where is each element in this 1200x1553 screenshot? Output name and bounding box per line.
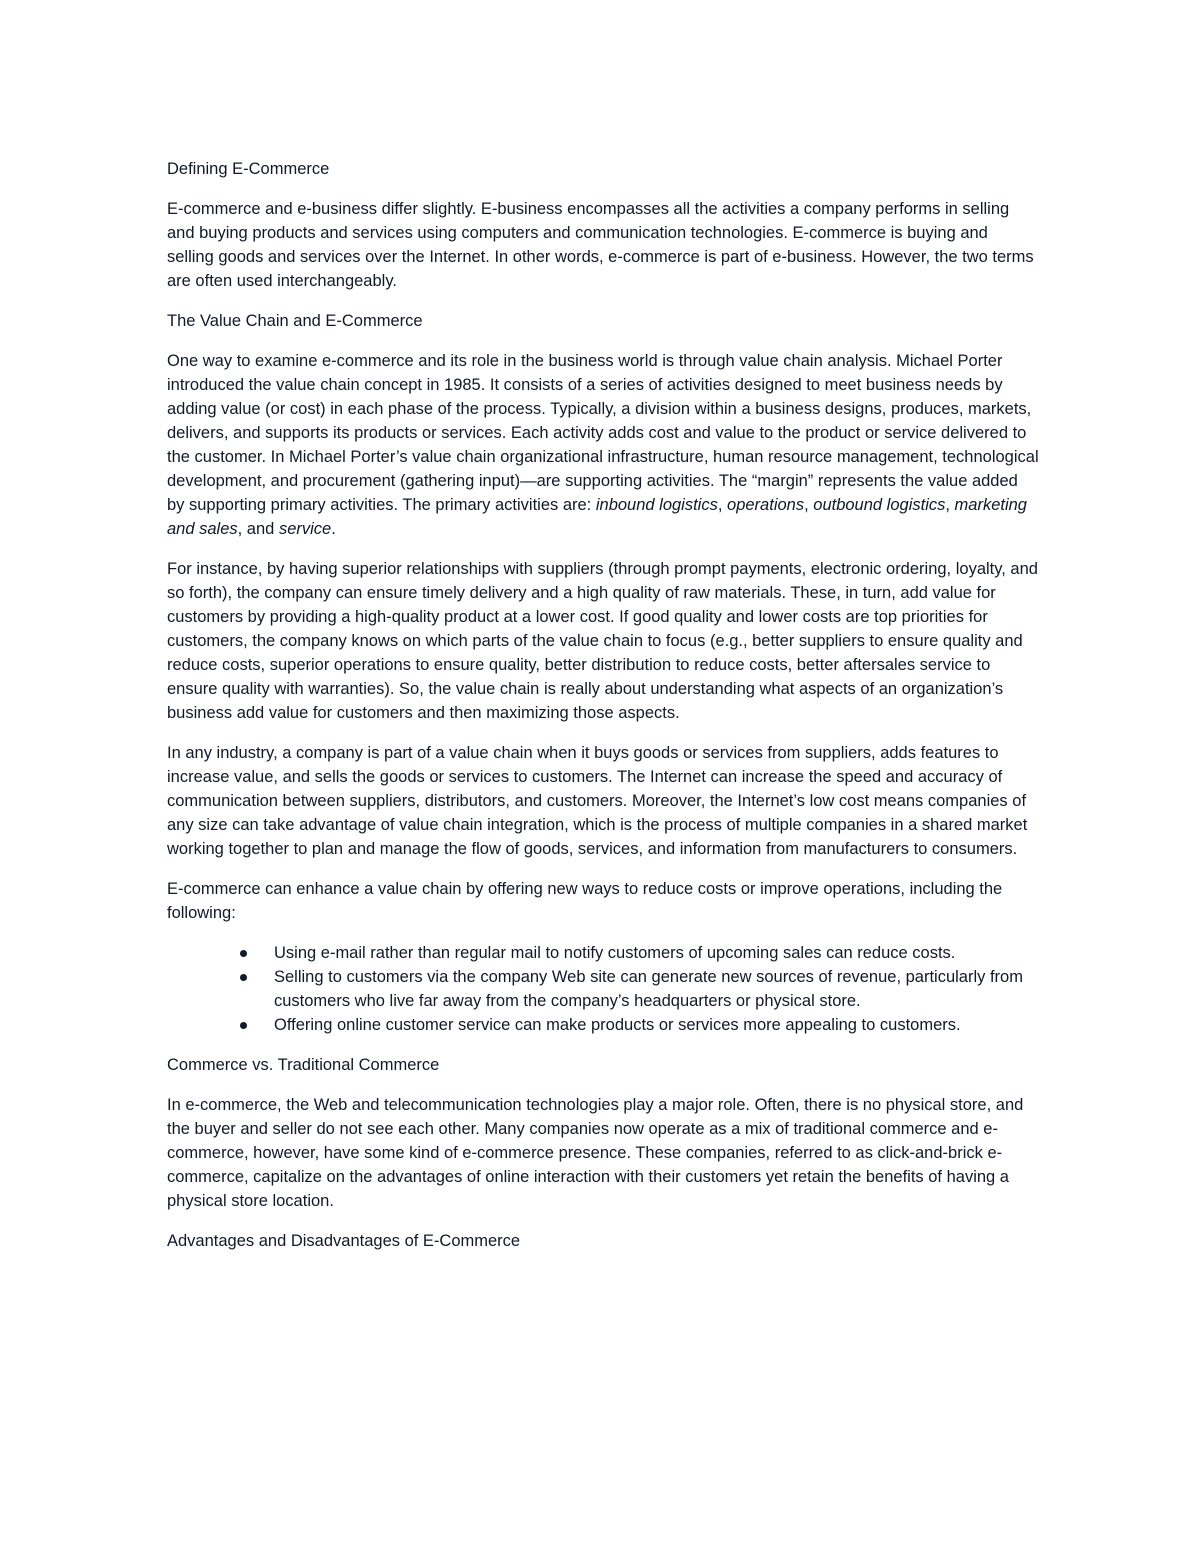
- section-heading-advantages-disadvantages: Advantages and Disadvantages of E-Commerce: [167, 1232, 521, 1250]
- list-separator: , and: [237, 520, 279, 538]
- list-item: [274, 941, 1039, 965]
- document-page: [167, 157, 1039, 1269]
- paragraph-value-chain-integration: In any industry, a company is part of a value chain when it buys goods or services from suppliers, adds features to increase value, and sells the goods or services to customers. The Internet can increase the speed and accuracy of communication between suppliers, distributors, and customers. Moreover, the Internet’s low cost means companies of any size can take advantage of value chain integration, which is the process of multiple companies in a shared market working together to plan and manage the flow of goods, services, and information from manufacturers to consumers.: [167, 744, 1028, 858]
- primary-activity-outbound-logistics: outbound logistics: [813, 496, 946, 514]
- list-item-text: Selling to customers via the company Web site can generate new sources of revenue, particularly from customers who live far away from the company’s headquarters or physical store.: [274, 968, 1023, 1010]
- section-heading-defining-ecommerce: Defining E-Commerce: [167, 160, 330, 178]
- primary-activity-marketing-sales: marketing and sales: [167, 496, 1027, 538]
- section-heading-value-chain: The Value Chain and E-Commerce: [167, 312, 423, 330]
- bullet-icon: [240, 974, 247, 981]
- bullet-icon: [240, 1022, 247, 1029]
- paragraph-enhance-value-chain: E-commerce can enhance a value chain by offering new ways to reduce costs or improve operations, including the following:: [167, 880, 1003, 922]
- section-heading-traditional-commerce: Commerce vs. Traditional Commerce: [167, 1056, 440, 1074]
- list-separator: ,: [804, 496, 814, 514]
- paragraph-value-chain-analysis: [167, 349, 1039, 541]
- list-item-text: Using e-mail rather than regular mail to notify customers of upcoming sales can reduce costs.: [274, 944, 956, 962]
- bullet-list-ecommerce-benefits: [167, 941, 1039, 1037]
- primary-activity-service: service: [278, 520, 332, 538]
- paragraph-click-and-brick: In e-commerce, the Web and telecommunication technologies play a major role. Often, there is no physical store, and the buyer and seller do not see each other. Many companies now operate as a mix of traditional commerce and e-commerce, however, have some kind of e-commerce presence. These companies, referred to as click-and-brick e-commerce, capitalize on the advantages of online interaction with their customers yet retain the benefits of having a physical store location.: [167, 1096, 1024, 1210]
- paragraph-supplier-relationships: For instance, by having superior relationships with suppliers (through prompt payments, electronic ordering, loyalty, and so forth), the company can ensure timely delivery and a high quality of raw materials. These, in turn, add value for customers by providing a high-quality product at a lower cost. If good quality and lower costs are top priorities for customers, the company knows on which parts of the value chain to focus (e.g., better suppliers to ensure quality and reduce costs, superior operations to ensure quality, better distribution to reduce costs, better aftersales service to ensure quality with warranties). So, the value chain is really about understanding what aspects of an organization’s business add value for customers and then maximizing those aspects.: [167, 560, 1038, 722]
- list-item-text: Offering online customer service can make products or services more appealing to customers.: [274, 1016, 961, 1034]
- primary-activity-inbound-logistics: inbound logistics: [595, 496, 718, 514]
- paragraph-ecommerce-vs-ebusiness: E-commerce and e-business differ slightly. E-business encompasses all the activities a company performs in selling and buying products and services using computers and communication technologies. E-commerce is buying and selling goods and services over the Internet. In other words, e-commerce is part of e-business. However, the two terms are often used interchangeably.: [167, 200, 1034, 290]
- list-separator: ,: [717, 496, 728, 514]
- primary-activity-operations: operations: [727, 496, 805, 514]
- list-separator: ,: [945, 496, 955, 514]
- sentence-end: .: [331, 520, 336, 538]
- list-item: [274, 965, 1039, 1013]
- bullet-icon: [240, 950, 247, 957]
- list-item: [274, 1013, 1039, 1037]
- value-chain-text: One way to examine e-commerce and its role in the business world is through value chain analysis. Michael Porter introduced the value chain concept in 1985. It consists of a series of activities designed to meet business needs by adding value (or cost) in each phase of the process. Typically, a division within a business designs, produces, markets, delivers, and supports its products or services. Each activity adds cost and value to the product or service delivered to the customer. In Michael Porter’s value chain organizational infrastructure, human resource management, technological development, and procurement (gathering input)—are supporting activities. The “margin” represents the value added by supporting primary activities. The primary activities are:: [167, 352, 1039, 514]
